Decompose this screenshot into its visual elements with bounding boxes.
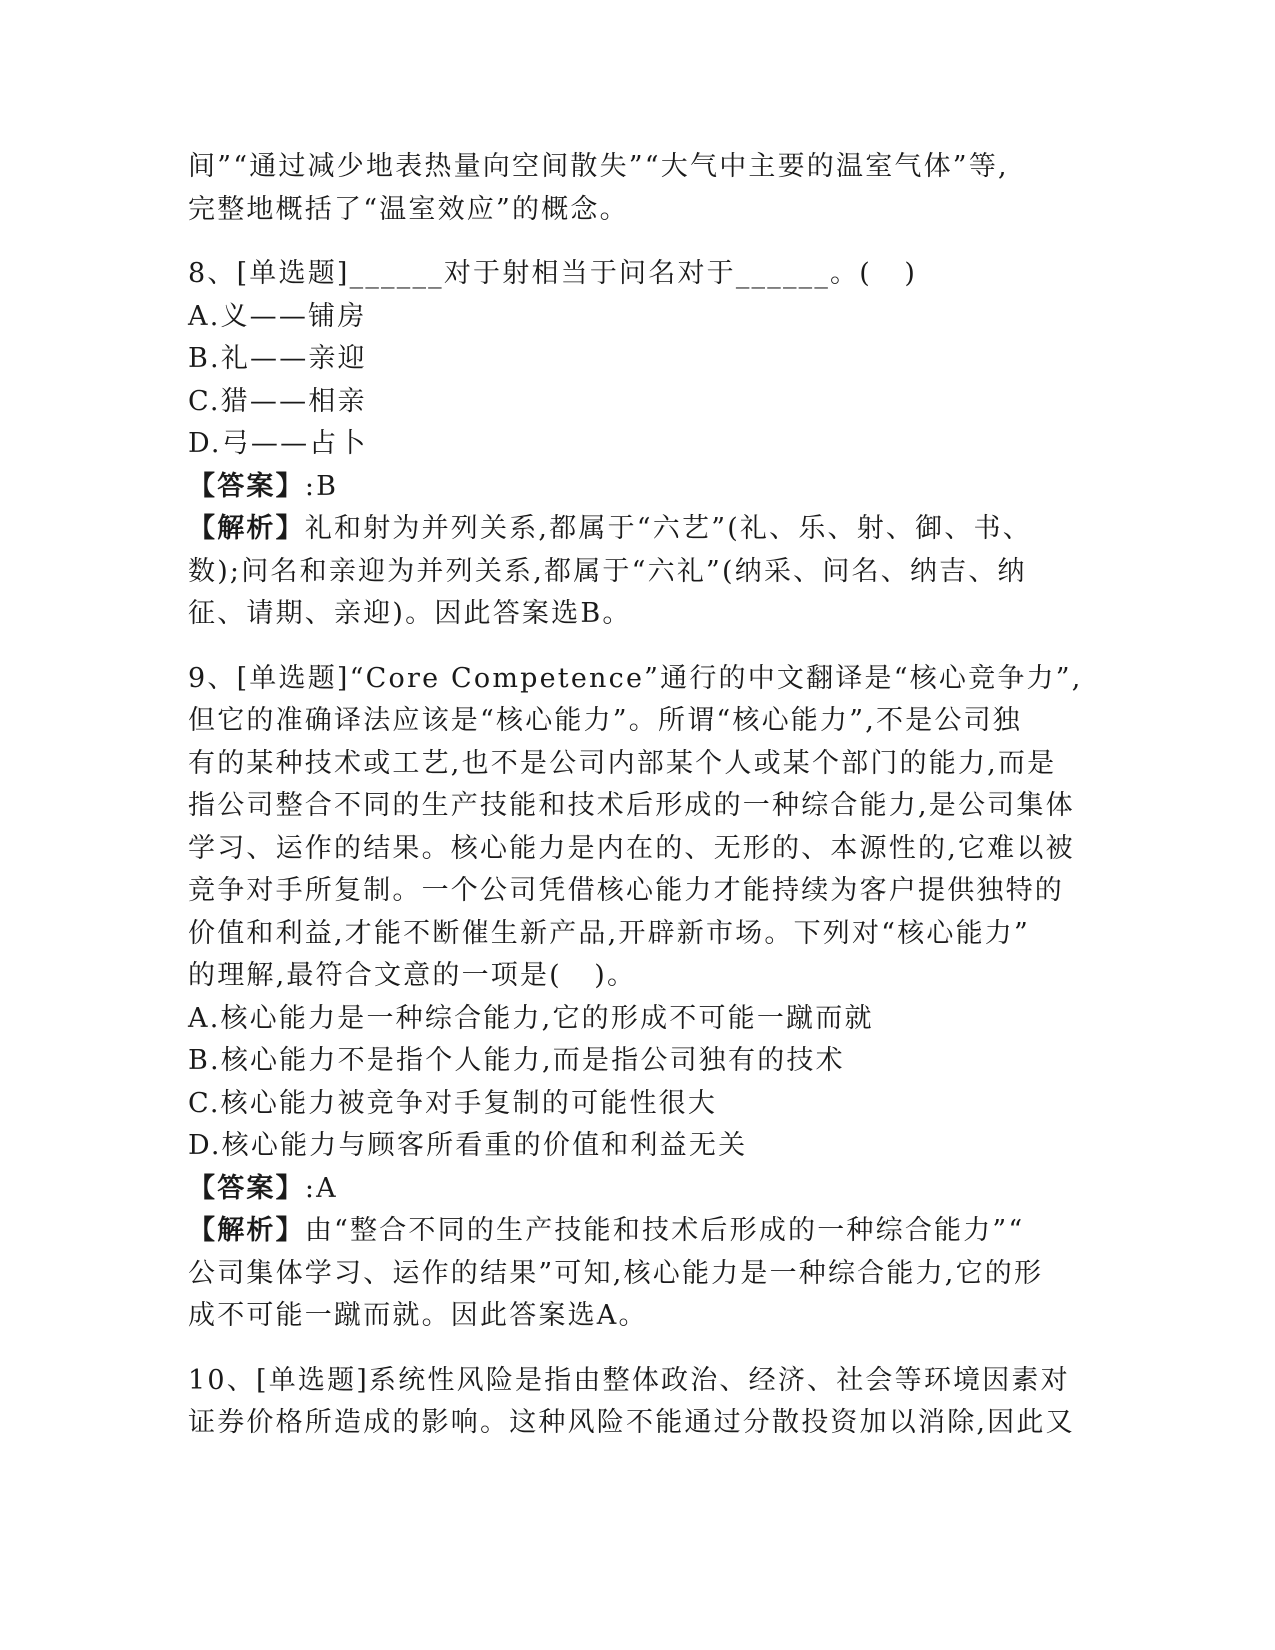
question-stem: 学习、运作的结果。核心能力是内在的、无形的、本源性的,它难以被 xyxy=(188,832,1075,864)
question-stem: 的理解,最符合文意的一项是( )。 xyxy=(188,960,637,991)
analysis-text: 礼和射为并列关系,都属于“六艺”(礼、乐、射、御、书、 xyxy=(304,513,1032,544)
answer-line xyxy=(188,1168,1078,1211)
question-stem: 10、[单选题]系统性风险是指由整体政治、经济、社会等环境因素对 xyxy=(188,1364,1070,1396)
question-10 xyxy=(188,1360,1078,1445)
analysis-line: 数);问名和亲迎为并列关系,都属于“六礼”(纳采、问名、纳吉、纳 xyxy=(188,555,1027,587)
option-b: B.核心能力不是指个人能力,而是指公司独有的技术 xyxy=(188,1045,845,1076)
intro-section xyxy=(188,146,1078,231)
option-a: A.核心能力是一种综合能力,它的形成不可能一蹴而就 xyxy=(188,1002,874,1034)
question-stem: 证券价格所造成的影响。这种风险不能通过分散投资加以消除,因此又 xyxy=(188,1407,1075,1438)
option-c: C.猎——相亲 xyxy=(188,385,367,417)
intro-line: 完整地概括了“温室效应”的概念。 xyxy=(188,193,629,225)
question-stem: 有的某种技术或工艺,也不是公司内部某个人或某个部门的能力,而是 xyxy=(188,747,1057,779)
analysis-line: 成不可能一蹴而就。因此答案选A。 xyxy=(188,1300,648,1331)
option-a: A.义——铺房 xyxy=(188,300,367,332)
question-stem: 价值和利益,才能不断催生新产品,开辟新市场。下列对“核心能力” xyxy=(188,917,1030,949)
answer-label: 【答案】 xyxy=(188,1172,305,1204)
question-8 xyxy=(188,253,1078,636)
analysis-label: 【解析】 xyxy=(188,1215,305,1246)
answer-value: :B xyxy=(304,470,339,502)
answer-label: 【答案】 xyxy=(188,470,305,502)
option-c: C.核心能力被竞争对手复制的可能性很大 xyxy=(188,1087,718,1119)
answer-value: :A xyxy=(304,1172,338,1204)
question-9 xyxy=(188,658,1083,1338)
analysis-line xyxy=(188,508,1078,551)
question-stem: 但它的准确译法应该是“核心能力”。所谓“核心能力”,不是公司独 xyxy=(188,705,1022,736)
analysis-text: 由“整合不同的生产技能和技术后形成的一种综合能力”“ xyxy=(304,1215,1025,1246)
question-stem: 8、[单选题]______对于射相当于问名对于______。( ) xyxy=(188,258,918,289)
question-stem: 指公司整合不同的生产技能和技术后形成的一种综合能力,是公司集体 xyxy=(188,790,1075,821)
option-b: B.礼——亲迎 xyxy=(188,343,367,374)
analysis-label: 【解析】 xyxy=(188,513,305,544)
analysis-line: 公司集体学习、运作的结果”可知,核心能力是一种综合能力,它的形 xyxy=(188,1257,1044,1289)
option-d: D.弓——占卜 xyxy=(188,428,368,459)
question-stem: 9、[单选题]“Core Competence”通行的中文翻译是“核心竞争力”, xyxy=(188,662,1083,694)
question-stem: 竞争对手所复制。一个公司凭借核心能力才能持续为客户提供独特的 xyxy=(188,875,1064,906)
answer-line xyxy=(188,466,1078,509)
analysis-line xyxy=(188,1210,1078,1253)
option-d: D.核心能力与顾客所看重的价值和利益无关 xyxy=(188,1130,748,1161)
document-page xyxy=(188,146,1083,1445)
analysis-line: 征、请期、亲迎)。因此答案选B。 xyxy=(188,598,632,629)
intro-line: 间”“通过减少地表热量向空间散失”“大气中主要的温室气体”等, xyxy=(188,151,1009,182)
